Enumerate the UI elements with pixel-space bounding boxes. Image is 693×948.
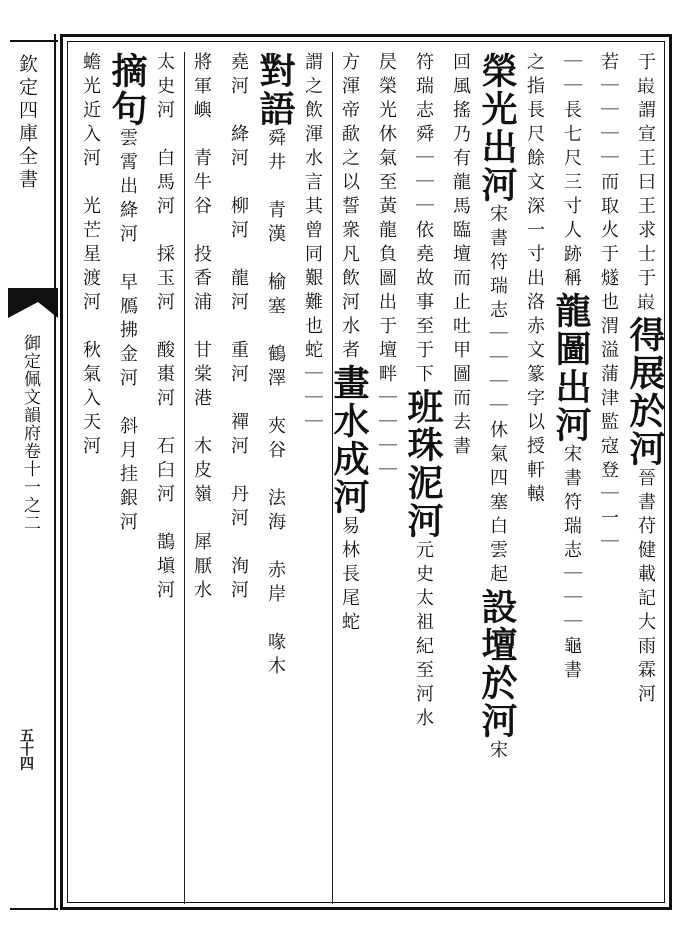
entry-text: 將軍嶼 青牛谷 投香浦 甘棠港 木皮嶺 犀厭水 xyxy=(191,52,212,604)
margin-divider xyxy=(54,34,56,910)
text-column xyxy=(440,52,480,904)
text-column xyxy=(366,52,406,904)
entry-text: 稱 xyxy=(561,268,582,292)
text-column xyxy=(144,52,185,904)
entry-text: 渭溢蒲津監寇登｜一｜ xyxy=(598,316,619,556)
entry-text: 之指長尺餘文深一寸 xyxy=(524,52,545,268)
text-column xyxy=(329,52,369,904)
entry-text: 蟾光近入河 光芒星渡河 秋氣入天河 xyxy=(80,52,101,460)
entry-heading: 摘句 xyxy=(106,52,148,128)
entry-text: 太史河 白馬河 採玉河 酸棗河 石臼河 鵲塡河 xyxy=(154,52,175,604)
entry-text: 宋書符瑞志｜｜｜｜休氣四塞白雲起 xyxy=(487,204,508,588)
entry-text: 昃榮光休氣至黃龍負圖出于壇畔 xyxy=(376,52,397,388)
text-column xyxy=(588,52,628,904)
text-column xyxy=(218,52,258,904)
entry-heading: 龍圖出河 xyxy=(550,292,592,444)
entry-text: 謂之飲渾水言其曾同艱難也 xyxy=(302,52,323,340)
entry-text: 回風搖乃有龍馬臨壇而止吐甲圖而去 xyxy=(450,52,471,436)
entry-text: 出洛赤文篆字以授軒轅 xyxy=(524,268,545,508)
entry-heading: 設壇於河 xyxy=(476,588,518,740)
page-number: 五十四 xyxy=(18,728,34,770)
entry-text: 若｜｜｜｜而取火于燧也 xyxy=(598,52,619,316)
entry-text: 舜井 青漢 榆塞 鶴澤 夾谷 法海 赤岸 喙木 xyxy=(265,128,286,680)
entry-text: ｜｜長七尺三寸人跡 xyxy=(561,52,582,268)
collection-title: 欽定四庫全書 xyxy=(16,54,38,192)
entry-text: 宋書符瑞志｜｜｜龜書 xyxy=(561,444,582,684)
text-column xyxy=(70,52,110,904)
entry-heading: 班珠泥河 xyxy=(402,388,444,540)
text-column xyxy=(255,52,295,904)
entry-text: ｜｜｜｜ xyxy=(376,388,397,484)
text-column xyxy=(107,52,147,904)
entry-text: 元史太祖紀至河水 xyxy=(413,540,434,732)
fishtail-mark-icon xyxy=(8,288,58,324)
entry-text: 符瑞志舜｜｜｜依堯故事至于下 xyxy=(413,52,434,388)
entry-text: 雲霄出絳河 早鴈拂金河 斜月挂銀河 xyxy=(117,128,138,536)
entry-text: 晉書苻健載記大雨霖河 xyxy=(635,468,656,708)
entry-text: 方渾帝歃之以誓衆凡飲河水者 xyxy=(339,52,360,364)
margin-bottom-rule xyxy=(10,908,58,910)
entry-heading: 對語 xyxy=(254,52,296,128)
entry-heading: 榮光出河 xyxy=(476,52,518,204)
text-column xyxy=(625,52,665,904)
entry-text: 易林長尾蛇 xyxy=(339,516,360,636)
entry-text: 書 xyxy=(450,436,471,460)
text-column xyxy=(551,52,591,904)
text-column xyxy=(514,52,554,904)
text-column xyxy=(181,52,221,904)
text-column xyxy=(403,52,443,904)
entry-heading: 得展於河 xyxy=(624,316,666,468)
book-title: 御定佩文韻府卷十一之二 xyxy=(20,334,40,532)
entry-text: 堯河 絳河 柳河 龍河 重河 禪河 丹河 洵河 xyxy=(228,52,249,604)
entry-text: 蛇｜｜｜ xyxy=(302,340,323,436)
entry-text: 宋 xyxy=(487,740,508,764)
text-column xyxy=(477,52,517,904)
entry-text: 于𡸘謂宣王曰王求士于𡸘 xyxy=(635,52,656,316)
entry-heading: 畫水成河 xyxy=(328,364,370,516)
text-column xyxy=(292,52,333,904)
